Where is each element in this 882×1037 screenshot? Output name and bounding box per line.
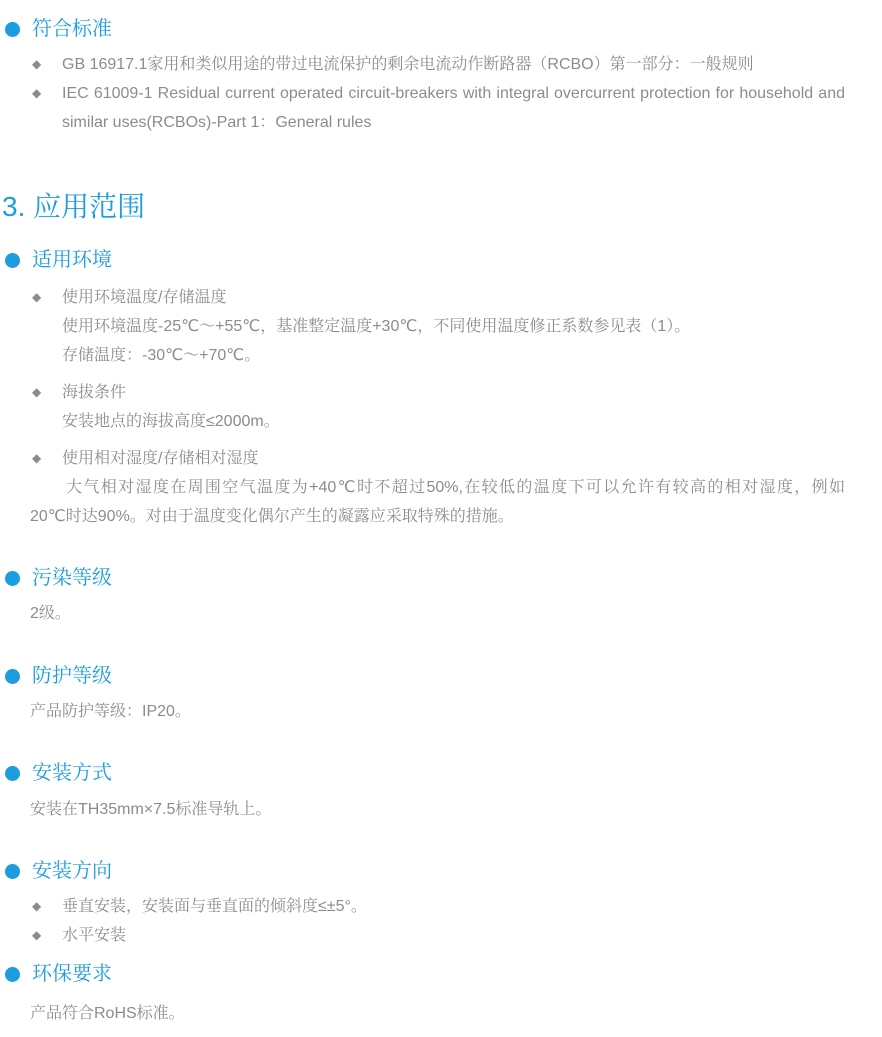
pollution-body-text: 2级。 — [30, 605, 71, 622]
orientation-list — [0, 892, 882, 950]
section-header-mounting — [0, 761, 882, 785]
section-title-eco: 环保要求 — [32, 963, 112, 985]
iec-standard-text: IEC 61009-1 Residual current operated circuit-breakers with integral overcurrent protection for household and similar uses(RCBOs)-Part 1：General rules — [62, 85, 845, 131]
circle-bullet-icon — [5, 864, 20, 879]
list-item — [0, 378, 882, 407]
diamond-bullet-icon: ◆ — [32, 57, 42, 71]
diamond-bullet-icon: ◆ — [32, 86, 42, 100]
env-humidity-paragraph-line-2: 20℃时达90%。对由于温度变化偶尔产生的凝露应采取特殊的措施。 — [30, 508, 514, 525]
diamond-bullet-icon: ◆ — [32, 928, 42, 942]
env-item-humidity — [0, 444, 882, 531]
diamond-bullet-icon: ◆ — [32, 290, 42, 304]
env-item-temperature — [0, 283, 882, 370]
circle-bullet-icon — [5, 571, 20, 586]
circle-bullet-icon — [5, 967, 20, 982]
section-header-compliance — [0, 17, 882, 41]
diamond-bullet-icon: ◆ — [32, 899, 42, 913]
section-header-orientation — [0, 859, 882, 883]
env-temperature-label: 使用环境温度/存储温度 — [62, 289, 227, 306]
circle-bullet-icon — [5, 22, 20, 37]
env-item-altitude — [0, 378, 882, 436]
section-header-protection — [0, 664, 882, 688]
list-item — [0, 283, 882, 312]
section-header-eco — [0, 962, 882, 986]
env-altitude-label: 海拔条件 — [62, 384, 127, 401]
section-title-compliance: 符合标准 — [32, 18, 112, 40]
section-title-mounting: 安装方式 — [32, 762, 112, 784]
list-item-gb-standard — [0, 50, 882, 79]
mounting-body-text: 安装在TH35mm×7.5标准导轨上。 — [30, 801, 272, 818]
list-item — [0, 444, 882, 473]
environment-list — [0, 283, 882, 531]
env-humidity-label: 使用相对湿度/存储相对湿度 — [62, 450, 259, 467]
horizontal-mount-text: 水平安装 — [62, 927, 127, 944]
env-humidity-paragraph-line-1: 大气相对湿度在周围空气温度为+40℃时不超过50%,在较低的温度下可以允许有较高的相对湿度，例如 — [66, 479, 845, 496]
eco-body-text: 产品符合RoHS标准。 — [30, 1005, 185, 1022]
diamond-bullet-icon: ◆ — [32, 451, 42, 465]
env-temperature-line-1: 使用环境温度-25℃～+55℃，基准整定温度+30℃，不同使用温度修正系数参见表（1）。 — [62, 318, 691, 335]
circle-bullet-icon — [5, 253, 20, 268]
compliance-list — [0, 50, 882, 137]
section-title-pollution: 污染等级 — [32, 567, 112, 589]
circle-bullet-icon — [5, 669, 20, 684]
section-header-pollution — [0, 566, 882, 590]
env-altitude-line: 安装地点的海拔高度≤2000m。 — [62, 413, 280, 430]
document-page — [0, 17, 882, 1037]
list-item-vertical-mount — [0, 892, 882, 921]
section-header-environment — [0, 248, 882, 272]
vertical-mount-text: 垂直安装，安装面与垂直面的倾斜度≤±5°。 — [62, 898, 367, 915]
section-title-environment: 适用环境 — [32, 249, 112, 271]
section-title-orientation: 安装方向 — [32, 860, 112, 882]
list-item-iec-standard — [0, 79, 882, 137]
list-item-horizontal-mount — [0, 921, 882, 950]
protection-body-text: 产品防护等级：IP20。 — [30, 703, 191, 720]
env-temperature-line-2: 存储温度：-30℃～+70℃。 — [62, 347, 261, 364]
section-title-protection: 防护等级 — [32, 665, 112, 687]
diamond-bullet-icon: ◆ — [32, 385, 42, 399]
page-title: 3. 应用范围 — [2, 191, 146, 222]
gb-standard-text: GB 16917.1家用和类似用途的带过电流保护的剩余电流动作断路器（RCBO）第一部分：一般规则 — [62, 56, 754, 73]
circle-bullet-icon — [5, 766, 20, 781]
